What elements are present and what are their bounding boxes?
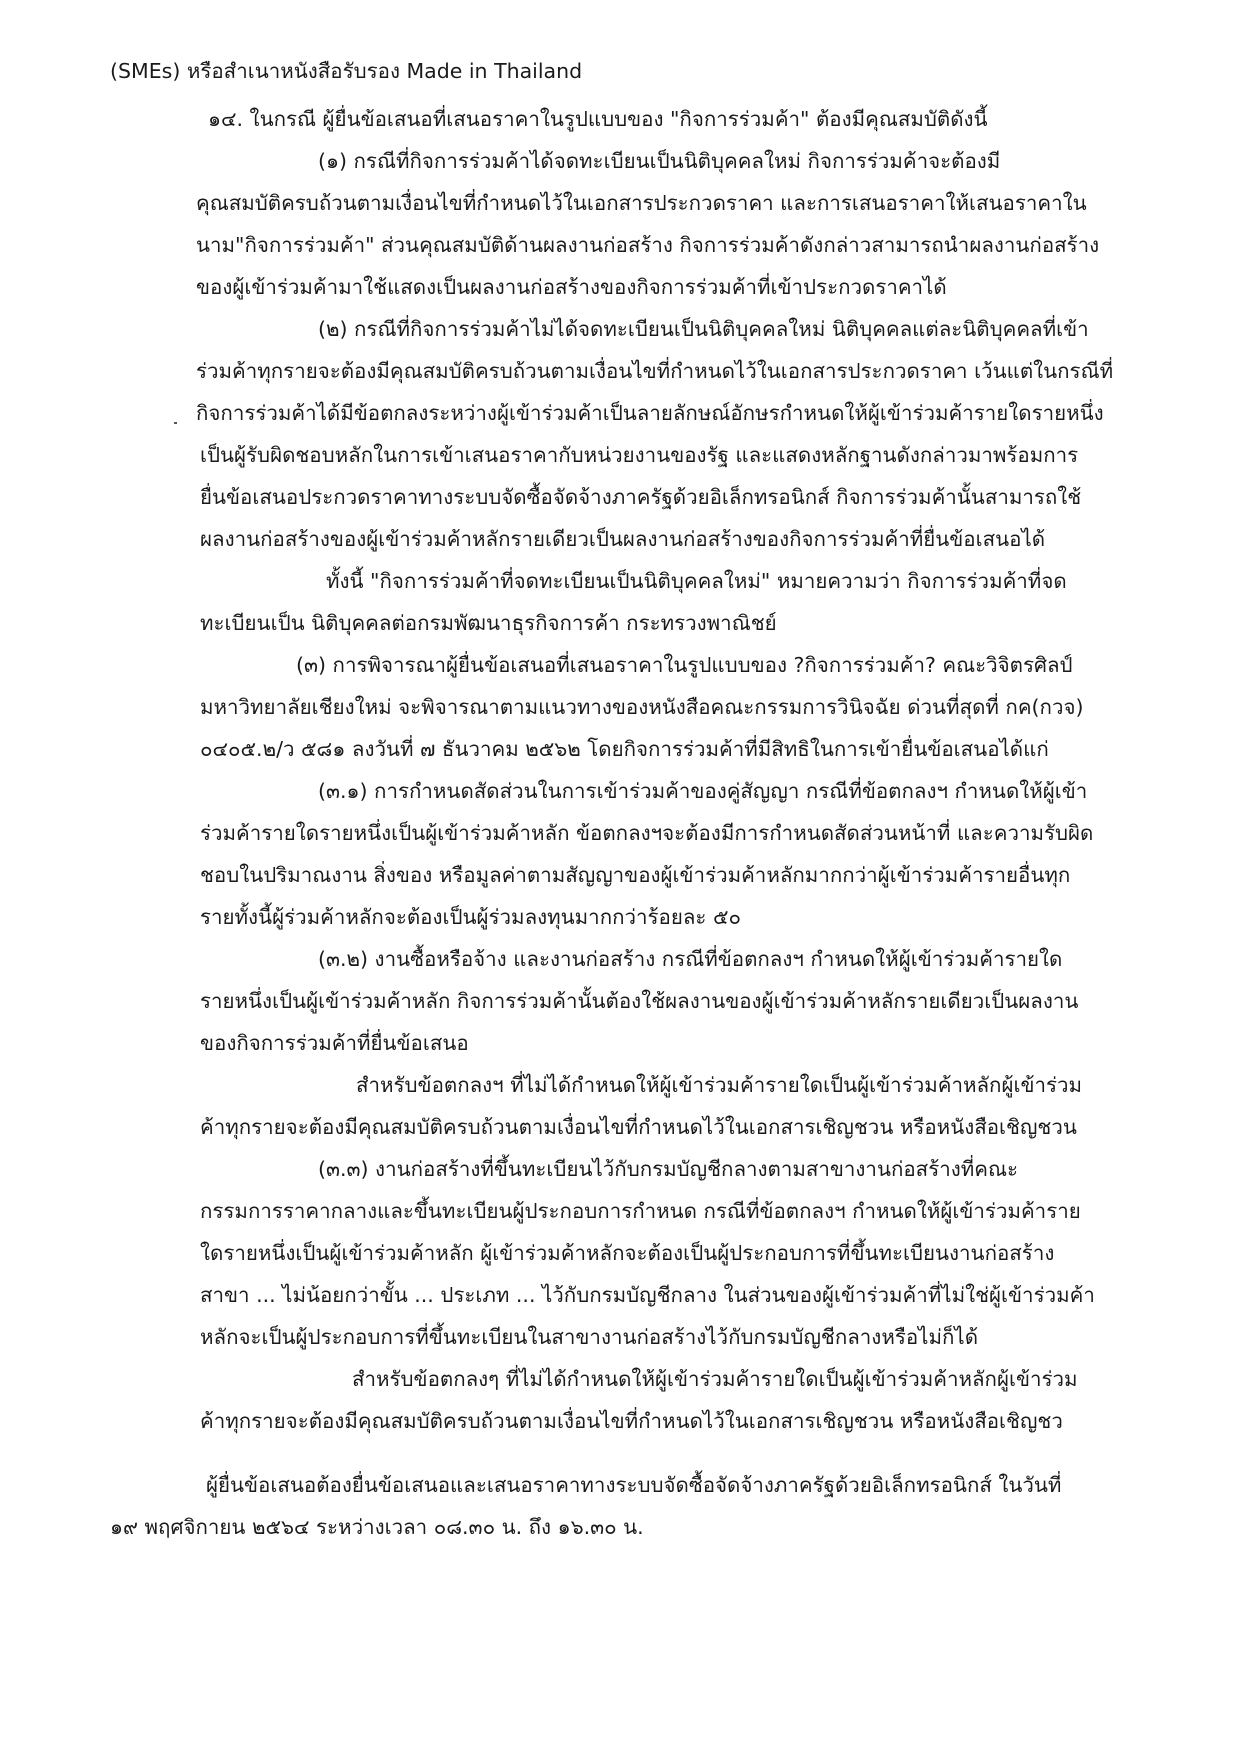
text-line-28: กรรมการราคากลางและขึ้นทะเบียนผู้ประกอบการกำหนด กรณีที่ข้อตกลงฯ กำหนดให้ผู้เข้าร่วมค้าราย	[200, 1199, 1081, 1223]
text-line-35: ๑๙ พฤศจิกายน ๒๕๖๔ ระหว่างเวลา ๐๘.๓๐ น. ถึง ๑๖.๓๐ น.	[110, 1515, 644, 1539]
text-line-6: ของผู้เข้าร่วมค้ามาใช้แสดงเป็นผลงานก่อสร้างของกิจการร่วมค้าที่เข้าประกวดราคาได้	[196, 275, 947, 299]
text-line-26: ค้าทุกรายจะต้องมีคุณสมบัติครบถ้วนตามเงื่อนไขที่กำหนดไว้ในเอกสารเชิญชวน หรือหนังสือเชิญชวน	[200, 1115, 1077, 1139]
text-line-27: (๓.๓) งานก่อสร้างที่ขึ้นทะเบียนไว้กับกรมบัญชีกลางตามสาขางานก่อสร้างที่คณะ	[318, 1157, 1018, 1181]
scan-speck	[174, 422, 177, 424]
text-line-17: ๐๔๐๕.๒/ว ๕๘๑ ลงวันที่ ๗ ธันวาคม ๒๕๖๒ โดยกิจการร่วมค้าที่มีสิทธิในการเข้ายื่นข้อเสนอได้แก่	[200, 737, 1049, 761]
text-line-32: สำหรับข้อตกลงๆ ที่ไม่ได้กำหนดให้ผู้เข้าร่วมค้ารายใดเป็นผู้เข้าร่วมค้าหลักผู้เข้าร่วม	[352, 1367, 1078, 1391]
text-line-3: (๑) กรณีที่กิจการร่วมค้าได้จดทะเบียนเป็นนิติบุคคลใหม่ กิจการร่วมค้าจะต้องมี	[318, 149, 1001, 173]
text-line-15: (๓) การพิจารณาผู้ยื่นข้อเสนอที่เสนอราคาในรูปแบบของ ?กิจการร่วมค้า? คณะวิจิตรศิลป์	[296, 653, 1073, 677]
text-line-12: ผลงานก่อสร้างของผู้เข้าร่วมค้าหลักรายเดียวเป็นผลงานก่อสร้างของกิจการร่วมค้าที่ยื่นข้อเสนอได้	[200, 527, 1046, 551]
text-line-8: ร่วมค้าทุกรายจะต้องมีคุณสมบัติครบถ้วนตามเงื่อนไขที่กำหนดไว้ในเอกสารประกวดราคา เว้นแต่ในกรณีที่	[196, 359, 1114, 383]
text-line-7: (๒) กรณีที่กิจการร่วมค้าไม่ได้จดทะเบียนเป็นนิติบุคคลใหม่ นิติบุคคลแต่ละนิติบุคคลที่เข้า	[318, 317, 1089, 341]
text-line-11: ยื่นข้อเสนอประกวดราคาทางระบบจัดซื้อจัดจ้างภาครัฐด้วยอิเล็กทรอนิกส์ กิจการร่วมค้านั้นสามารถใช้	[200, 485, 1082, 509]
text-line-13: ทั้งนี้ "กิจการร่วมค้าที่จดทะเบียนเป็นนิติบุคคลใหม่" หมายความว่า กิจการร่วมค้าที่จด	[326, 569, 1067, 593]
text-line-19: ร่วมค้ารายใดรายหนึ่งเป็นผู้เข้าร่วมค้าหลัก ข้อตกลงฯจะต้องมีการกำหนดสัดส่วนหน้าที่ และความรับผิด	[200, 821, 1094, 845]
text-line-29: ใดรายหนึ่งเป็นผู้เข้าร่วมค้าหลัก ผู้เข้าร่วมค้าหลักจะต้องเป็นผู้ประกอบการที่ขึ้นทะเบียนงานก่อสร้าง	[200, 1241, 1055, 1265]
text-line-18: (๓.๑) การกำหนดสัดส่วนในการเข้าร่วมค้าของคู่สัญญา กรณีที่ข้อตกลงฯ กำหนดให้ผู้เข้า	[318, 779, 1088, 803]
text-line-4: คุณสมบัติครบถ้วนตามเงื่อนไขที่กำหนดไว้ในเอกสารประกวดราคา และการเสนอราคาให้เสนอราคาใน	[196, 191, 1087, 215]
text-line-23: รายหนึ่งเป็นผู้เข้าร่วมค้าหลัก กิจการร่วมค้านั้นต้องใช้ผลงานของผู้เข้าร่วมค้าหลักรายเดียวเป็นผลงาน	[200, 989, 1079, 1013]
text-line-16: มหาวิทยาลัยเชียงใหม่ จะพิจารณาตามแนวทางของหนังสือคณะกรรมการวินิจฉัย ด่วนที่สุดที่ กค(กวจ)	[200, 695, 1084, 719]
text-line-9: กิจการร่วมค้าได้มีข้อตกลงระหว่างผู้เข้าร่วมค้าเป็นลายลักษณ์อักษรกำหนดให้ผู้เข้าร่วมค้ารายใดรายหนึ่ง	[196, 401, 1104, 425]
text-line-25: สำหรับข้อตกลงฯ ที่ไม่ได้กำหนดให้ผู้เข้าร่วมค้ารายใดเป็นผู้เข้าร่วมค้าหลักผู้เข้าร่วม	[356, 1073, 1083, 1097]
text-line-1: (SMEs) หรือสำเนาหนังสือรับรอง Made in Thailand	[110, 59, 583, 83]
text-line-31: หลักจะเป็นผู้ประกอบการที่ขึ้นทะเบียนในสาขางานก่อสร้างไว้กับกรมบัญชีกลางหรือไม่ก็ได้	[200, 1325, 979, 1349]
text-line-30: สาขา ... ไม่น้อยกว่าขั้น ... ประเภท ... ไว้กับกรมบัญชีกลาง ในส่วนของผู้เข้าร่วมค้าที่ไม่ใช่ผู้เข้าร่วมค้า	[200, 1283, 1095, 1307]
text-line-10: เป็นผู้รับผิดชอบหลักในการเข้าเสนอราคากับหน่วยงานของรัฐ และแสดงหลักฐานดังกล่าวมาพร้อมการ	[200, 443, 1079, 467]
text-line-5: นาม"กิจการร่วมค้า" ส่วนคุณสมบัติด้านผลงานก่อสร้าง กิจการร่วมค้าดังกล่าวสามารถนำผลงานก่อสร้าง	[196, 233, 1100, 257]
text-line-14: ทะเบียนเป็น นิติบุคคลต่อกรมพัฒนาธุรกิจการค้า กระทรวงพาณิชย์	[200, 611, 777, 635]
text-line-33: ค้าทุกรายจะต้องมีคุณสมบัติครบถ้วนตามเงื่อนไขที่กำหนดไว้ในเอกสารเชิญชวน หรือหนังสือเชิญชว	[200, 1409, 1063, 1433]
text-line-21: รายทั้งนี้ผู้ร่วมค้าหลักจะต้องเป็นผู้ร่วมลงทุนมากกว่าร้อยละ ๕๐	[200, 905, 741, 929]
text-line-22: (๓.๒) งานซื้อหรือจ้าง และงานก่อสร้าง กรณีที่ข้อตกลงฯ กำหนดให้ผู้เข้าร่วมค้ารายใด	[318, 947, 1063, 971]
text-line-24: ของกิจการร่วมค้าที่ยื่นข้อเสนอ	[200, 1031, 469, 1055]
text-line-34: ผู้ยื่นข้อเสนอต้องยื่นข้อเสนอและเสนอราคาทางระบบจัดซื้อจัดจ้างภาครัฐด้วยอิเล็กทรอนิกส์ ในวันที่	[206, 1473, 1062, 1497]
text-line-2: ๑๔. ในกรณี ผู้ยื่นข้อเสนอที่เสนอราคาในรูปแบบของ "กิจการร่วมค้า" ต้องมีคุณสมบัติดังนี้	[208, 107, 988, 131]
text-line-20: ชอบในปริมาณงาน สิ่งของ หรือมูลค่าตามสัญญาของผู้เข้าร่วมค้าหลักมากกว่าผู้เข้าร่วมค้ารายอื่นทุก	[200, 863, 1071, 887]
